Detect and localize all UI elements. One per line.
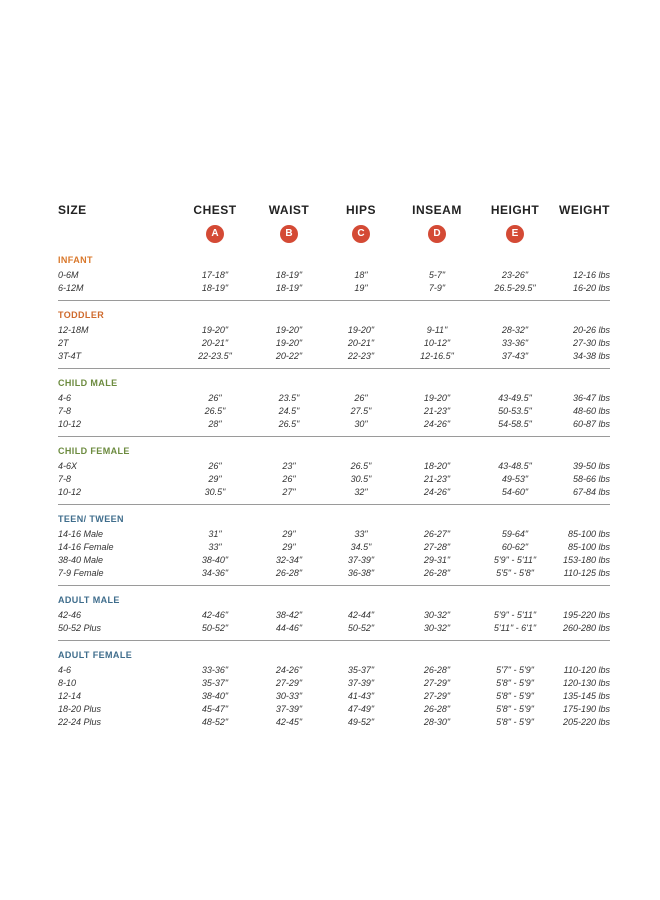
- badge-d-icon: D: [428, 225, 446, 243]
- cell-waist: 20-22": [275, 350, 303, 361]
- cell-size: 38-40 Male: [58, 554, 104, 565]
- cell-size: 4-6: [58, 392, 72, 403]
- table-row: [58, 391, 610, 404]
- cell-chest: 38-40": [201, 690, 229, 701]
- cell-weight: 36-47 lbs: [572, 392, 610, 403]
- cell-hips: 27.5": [350, 405, 372, 416]
- cell-height: 43-49.5": [498, 392, 532, 403]
- cell-chest: 33": [208, 541, 222, 552]
- table-row: [58, 281, 610, 294]
- cell-size: 8-10: [58, 677, 77, 688]
- cell-size: 7-8: [58, 473, 72, 484]
- cell-chest: 26": [208, 460, 222, 471]
- cell-inseam: 30-32": [423, 609, 451, 620]
- section-infant: [58, 246, 610, 301]
- cell-waist: 32-34": [275, 554, 303, 565]
- cell-waist: 37-39": [275, 703, 303, 714]
- table-row: [58, 417, 610, 430]
- sections: [58, 246, 610, 734]
- cell-size: 7-9 Female: [58, 567, 104, 578]
- cell-height: 43-48.5": [498, 460, 532, 471]
- badge-row: [58, 220, 610, 246]
- section-child-female: [58, 437, 610, 505]
- cell-inseam: 5-7": [428, 269, 446, 280]
- cell-inseam: 19-20": [423, 392, 451, 403]
- cell-waist: 38-42": [275, 609, 303, 620]
- badge-b-icon: B: [280, 225, 298, 243]
- header-size: SIZE: [58, 203, 87, 217]
- table-row: [58, 404, 610, 417]
- cell-chest: 34-36": [201, 567, 229, 578]
- cell-size: 3T-4T: [58, 350, 82, 361]
- cell-chest: 42-46": [201, 609, 229, 620]
- badge-e-icon: E: [506, 225, 524, 243]
- cell-weight: 153-180 lbs: [562, 554, 610, 565]
- section-title: ADULT MALE: [58, 595, 120, 605]
- section-teen-tween: [58, 505, 610, 586]
- section-toddler: [58, 301, 610, 369]
- cell-chest: 19-20": [201, 324, 229, 335]
- cell-size: 0-6M: [58, 269, 79, 280]
- cell-height: 5'9" - 5'11": [493, 609, 537, 620]
- cell-chest: 38-40": [201, 554, 229, 565]
- section-adult-female: [58, 641, 610, 734]
- cell-height: 33-36": [501, 337, 529, 348]
- cell-height: 5'8" - 5'9": [496, 677, 534, 688]
- cell-height: 54-58.5": [498, 418, 532, 429]
- table-row: [58, 485, 610, 498]
- cell-weight: 85-100 lbs: [567, 541, 610, 552]
- section-title: ADULT FEMALE: [58, 650, 133, 660]
- cell-chest: 30.5": [204, 486, 226, 497]
- header-inseam: INSEAM: [412, 203, 462, 217]
- cell-hips: 26.5": [350, 460, 372, 471]
- cell-size: 4-6X: [58, 460, 78, 471]
- cell-waist: 26-28": [275, 567, 303, 578]
- cell-inseam: 21-23": [423, 405, 451, 416]
- cell-weight: 27-30 lbs: [572, 337, 610, 348]
- cell-hips: 32": [354, 486, 368, 497]
- cell-weight: 58-66 lbs: [572, 473, 610, 484]
- cell-waist: 29": [282, 541, 296, 552]
- cell-waist: 23.5": [278, 392, 300, 403]
- cell-waist: 29": [282, 528, 296, 539]
- cell-inseam: 18-20": [423, 460, 451, 471]
- cell-waist: 18-19": [275, 269, 303, 280]
- cell-inseam: 26-28": [423, 567, 451, 578]
- cell-height: 49-53": [501, 473, 529, 484]
- cell-size: 22-24 Plus: [58, 716, 102, 727]
- badge-c-icon: C: [352, 225, 370, 243]
- badge-a-icon: A: [206, 225, 224, 243]
- cell-height: 5'5" - 5'8": [496, 567, 534, 578]
- cell-chest: 45-47": [201, 703, 229, 714]
- cell-weight: 195-220 lbs: [562, 609, 610, 620]
- cell-height: 50-53.5": [498, 405, 532, 416]
- cell-height: 5'11" - 6'1": [493, 622, 537, 633]
- cell-inseam: 21-23": [423, 473, 451, 484]
- cell-inseam: 24-26": [423, 418, 451, 429]
- cell-inseam: 26-28": [423, 664, 451, 675]
- header-hips: HIPS: [345, 203, 376, 217]
- table-row: [58, 702, 610, 715]
- cell-height: 59-64": [501, 528, 529, 539]
- cell-hips: 37-39": [347, 554, 375, 565]
- cell-chest: 48-52": [201, 716, 229, 727]
- section-adult-male: [58, 586, 610, 641]
- cell-weight: 260-280 lbs: [562, 622, 610, 633]
- table-row: [58, 689, 610, 702]
- cell-inseam: 7-9": [428, 282, 446, 293]
- cell-chest: 28": [208, 418, 222, 429]
- cell-waist: 44-46": [275, 622, 303, 633]
- cell-inseam: 28-30": [423, 716, 451, 727]
- cell-inseam: 26-27": [423, 528, 451, 539]
- table-row: [58, 676, 610, 689]
- cell-waist: 24-26": [275, 664, 303, 675]
- cell-size: 42-46: [58, 609, 82, 620]
- cell-size: 4-6: [58, 664, 72, 675]
- cell-hips: 22-23": [347, 350, 375, 361]
- cell-size: 7-8: [58, 405, 72, 416]
- cell-weight: 175-190 lbs: [562, 703, 610, 714]
- cell-hips: 30": [354, 418, 368, 429]
- cell-inseam: 12-16.5": [420, 350, 454, 361]
- cell-weight: 85-100 lbs: [567, 528, 610, 539]
- cell-weight: 120-130 lbs: [562, 677, 610, 688]
- cell-hips: 35-37": [347, 664, 375, 675]
- cell-chest: 29": [208, 473, 222, 484]
- cell-hips: 37-39": [347, 677, 375, 688]
- size-chart: [58, 200, 610, 734]
- cell-hips: 34.5": [350, 541, 372, 552]
- cell-weight: 20-26 lbs: [572, 324, 610, 335]
- cell-height: 28-32": [501, 324, 529, 335]
- cell-height: 37-43": [501, 350, 529, 361]
- cell-size: 10-12: [58, 418, 82, 429]
- cell-weight: 39-50 lbs: [572, 460, 610, 471]
- cell-size: 50-52 Plus: [58, 622, 102, 633]
- table-row: [58, 663, 610, 676]
- table-row: [58, 566, 610, 579]
- cell-inseam: 27-29": [423, 690, 451, 701]
- cell-chest: 35-37": [201, 677, 229, 688]
- cell-height: 5'7" - 5'9": [496, 664, 534, 675]
- cell-hips: 47-49": [347, 703, 375, 714]
- table-row: [58, 527, 610, 540]
- cell-chest: 50-52": [201, 622, 229, 633]
- table-row: [58, 621, 610, 634]
- cell-inseam: 10-12": [423, 337, 451, 348]
- cell-hips: 20-21": [347, 337, 375, 348]
- cell-size: 12-18M: [58, 324, 89, 335]
- cell-weight: 110-120 lbs: [563, 664, 610, 675]
- table-row: [58, 553, 610, 566]
- cell-height: 54-60": [501, 486, 529, 497]
- section-title: TEEN/ TWEEN: [58, 514, 124, 524]
- cell-weight: 135-145 lbs: [562, 690, 610, 701]
- cell-waist: 27-29": [275, 677, 303, 688]
- cell-inseam: 27-28": [423, 541, 451, 552]
- section-title: TODDLER: [58, 310, 105, 320]
- cell-chest: 33-36": [201, 664, 229, 675]
- cell-weight: 60-87 lbs: [572, 418, 610, 429]
- cell-inseam: 29-31": [423, 554, 451, 565]
- cell-chest: 20-21": [201, 337, 229, 348]
- cell-weight: 12-16 lbs: [572, 269, 610, 280]
- cell-weight: 16-20 lbs: [572, 282, 610, 293]
- cell-inseam: 24-26": [423, 486, 451, 497]
- cell-waist: 23": [282, 460, 296, 471]
- table-row: [58, 268, 610, 281]
- cell-height: 5'8" - 5'9": [496, 716, 534, 727]
- cell-size: 2T: [58, 337, 69, 348]
- cell-size: 12-14: [58, 690, 82, 701]
- cell-hips: 42-44": [347, 609, 375, 620]
- cell-waist: 19-20": [275, 337, 303, 348]
- cell-height: 26.5-29.5": [494, 282, 536, 293]
- cell-waist: 42-45": [275, 716, 303, 727]
- table-row: [58, 349, 610, 362]
- cell-weight: 34-38 lbs: [572, 350, 610, 361]
- cell-waist: 18-19": [275, 282, 303, 293]
- cell-weight: 205-220 lbs: [562, 716, 610, 727]
- cell-hips: 26": [354, 392, 368, 403]
- cell-weight: 110-125 lbs: [563, 567, 610, 578]
- cell-size: 6-12M: [58, 282, 84, 293]
- cell-waist: 26.5": [278, 418, 300, 429]
- section-title: INFANT: [58, 255, 93, 265]
- section-title: CHILD MALE: [58, 378, 118, 388]
- table-row: [58, 472, 610, 485]
- table-row: [58, 540, 610, 553]
- header-chest: CHEST: [193, 203, 237, 217]
- cell-hips: 50-52": [347, 622, 375, 633]
- cell-hips: 49-52": [347, 716, 375, 727]
- cell-waist: 24.5": [278, 405, 300, 416]
- header-height: HEIGHT: [490, 203, 540, 217]
- cell-inseam: 30-32": [423, 622, 451, 633]
- cell-height: 5'8" - 5'9": [496, 703, 534, 714]
- cell-chest: 22-23.5": [198, 350, 232, 361]
- cell-hips: 41-43": [347, 690, 375, 701]
- cell-chest: 26.5": [204, 405, 226, 416]
- cell-waist: 27": [282, 486, 296, 497]
- table-row: [58, 715, 610, 728]
- cell-weight: 67-84 lbs: [572, 486, 610, 497]
- cell-inseam: 9-11": [426, 324, 448, 335]
- cell-chest: 26": [208, 392, 222, 403]
- cell-size: 14-16 Male: [58, 528, 104, 539]
- cell-hips: 30.5": [350, 473, 372, 484]
- cell-waist: 19-20": [275, 324, 303, 335]
- cell-weight: 48-60 lbs: [572, 405, 610, 416]
- cell-hips: 36-38": [347, 567, 375, 578]
- cell-height: 5'9" - 5'11": [493, 554, 537, 565]
- table-row: [58, 608, 610, 621]
- cell-chest: 31": [208, 528, 222, 539]
- header-waist: WAIST: [268, 203, 310, 217]
- table-row: [58, 336, 610, 349]
- cell-height: 23-26": [501, 269, 529, 280]
- cell-size: 18-20 Plus: [58, 703, 102, 714]
- cell-inseam: 26-28": [423, 703, 451, 714]
- cell-chest: 17-18": [201, 269, 229, 280]
- table-row: [58, 459, 610, 472]
- cell-hips: 19": [354, 282, 368, 293]
- section-child-male: [58, 369, 610, 437]
- cell-height: 60-62": [501, 541, 529, 552]
- cell-inseam: 27-29": [423, 677, 451, 688]
- header-row: [58, 200, 610, 220]
- cell-hips: 18": [354, 269, 368, 280]
- header-weight: WEIGHT: [559, 203, 610, 217]
- cell-waist: 26": [282, 473, 296, 484]
- cell-hips: 19-20": [347, 324, 375, 335]
- cell-waist: 30-33": [275, 690, 303, 701]
- cell-hips: 33": [354, 528, 368, 539]
- section-title: CHILD FEMALE: [58, 446, 130, 456]
- cell-chest: 18-19": [201, 282, 229, 293]
- cell-height: 5'8" - 5'9": [496, 690, 534, 701]
- cell-size: 14-16 Female: [58, 541, 114, 552]
- table-row: [58, 323, 610, 336]
- cell-size: 10-12: [58, 486, 82, 497]
